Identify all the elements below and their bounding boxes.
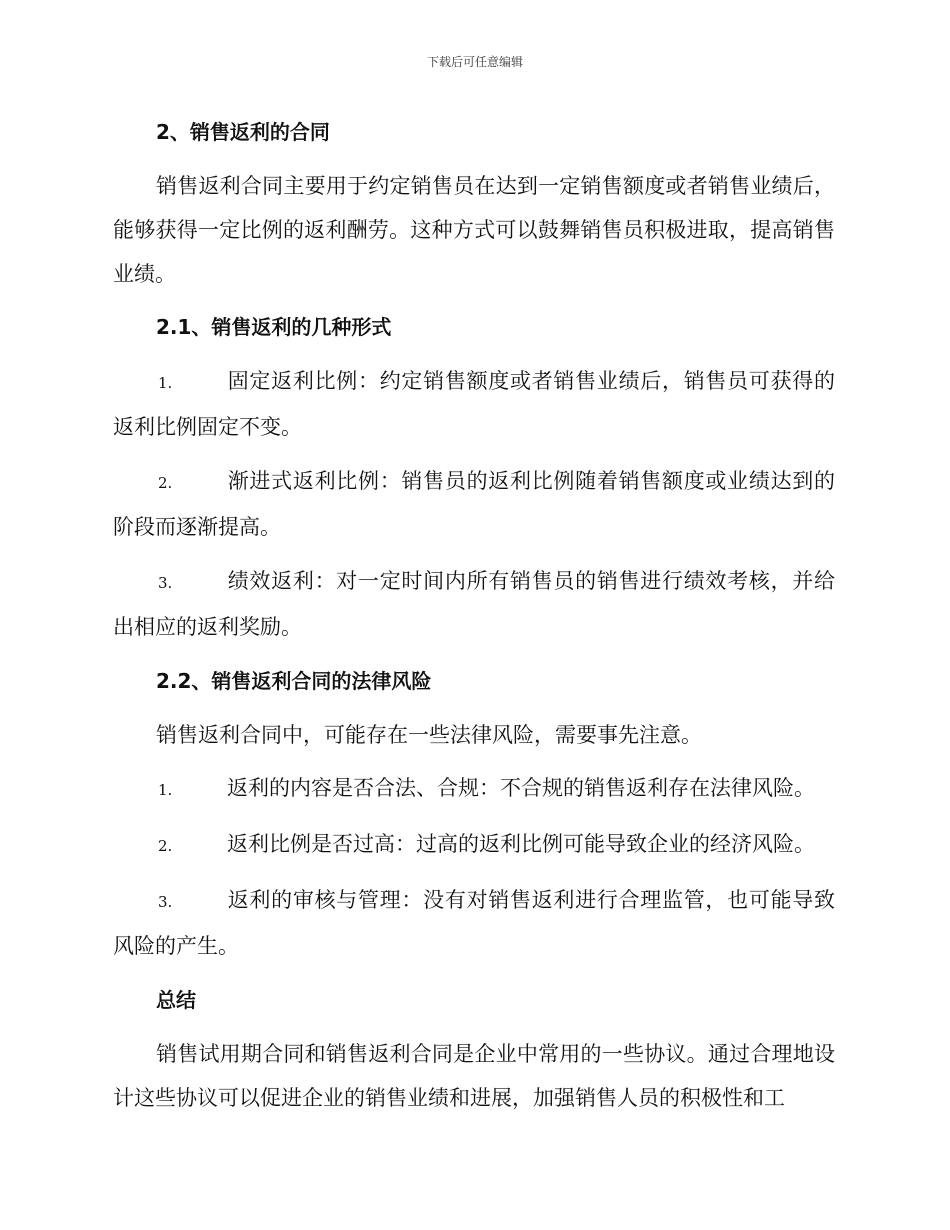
list-number: 1. [158,781,173,799]
list-text: 渐进式返利比例：销售员的返利比例随着销售额度或业绩达到的阶段而逐渐提高。 [113,469,835,539]
list-text: 绩效返利：对一定时间内所有销售员的销售进行绩效考核，并给出相应的返利奖励。 [113,569,835,639]
list-number: 3. [158,893,173,911]
page-header: 下载后可任意编辑 [426,55,523,69]
list-item [113,822,835,868]
document-body [113,110,835,1129]
section-2-2-heading: 2.2、销售返利合同的法律风险 [156,669,432,693]
list-item [113,766,835,812]
section-2-2-intro: 销售返利合同中，可能存在一些法律风险，需要事先注意。 [156,723,702,747]
summary-heading: 总结 [156,988,196,1012]
list-item [113,559,835,649]
list-item [113,878,835,968]
section-2-1-heading: 2.1、销售返利的几种形式 [156,315,392,339]
list-item [113,459,835,549]
list-number: 2. [158,474,173,492]
list-text: 返利的审核与管理：没有对销售返利进行合理监管，也可能导致风险的产生。 [113,888,835,958]
list-text: 固定返利比例：约定销售额度或者销售业绩后，销售员可获得的返利比例固定不变。 [113,369,835,439]
list-item [113,359,835,449]
list-text: 返利比例是否过高：过高的返利比例可能导致企业的经济风险。 [227,832,815,856]
list-number: 3. [158,574,173,592]
section-2-heading: 2、销售返利的合同 [156,120,330,144]
summary-text: 销售试用期合同和销售返利合同是企业中常用的一些协议。通过合理地设计这些协议可以促进企业的销售业绩和进展，加强销售人员的积极性和工 [113,1042,835,1110]
list-number: 1. [158,374,173,392]
section-2-intro: 销售返利合同主要用于约定销售员在达到一定销售额度或者销售业绩后，能够获得一定比例的返利酬劳。这种方式可以鼓舞销售员积极进取，提高销售业绩。 [113,174,835,286]
list-text: 返利的内容是否合法、合规：不合规的销售返利存在法律风险。 [227,776,815,800]
list-number: 2. [158,837,173,855]
